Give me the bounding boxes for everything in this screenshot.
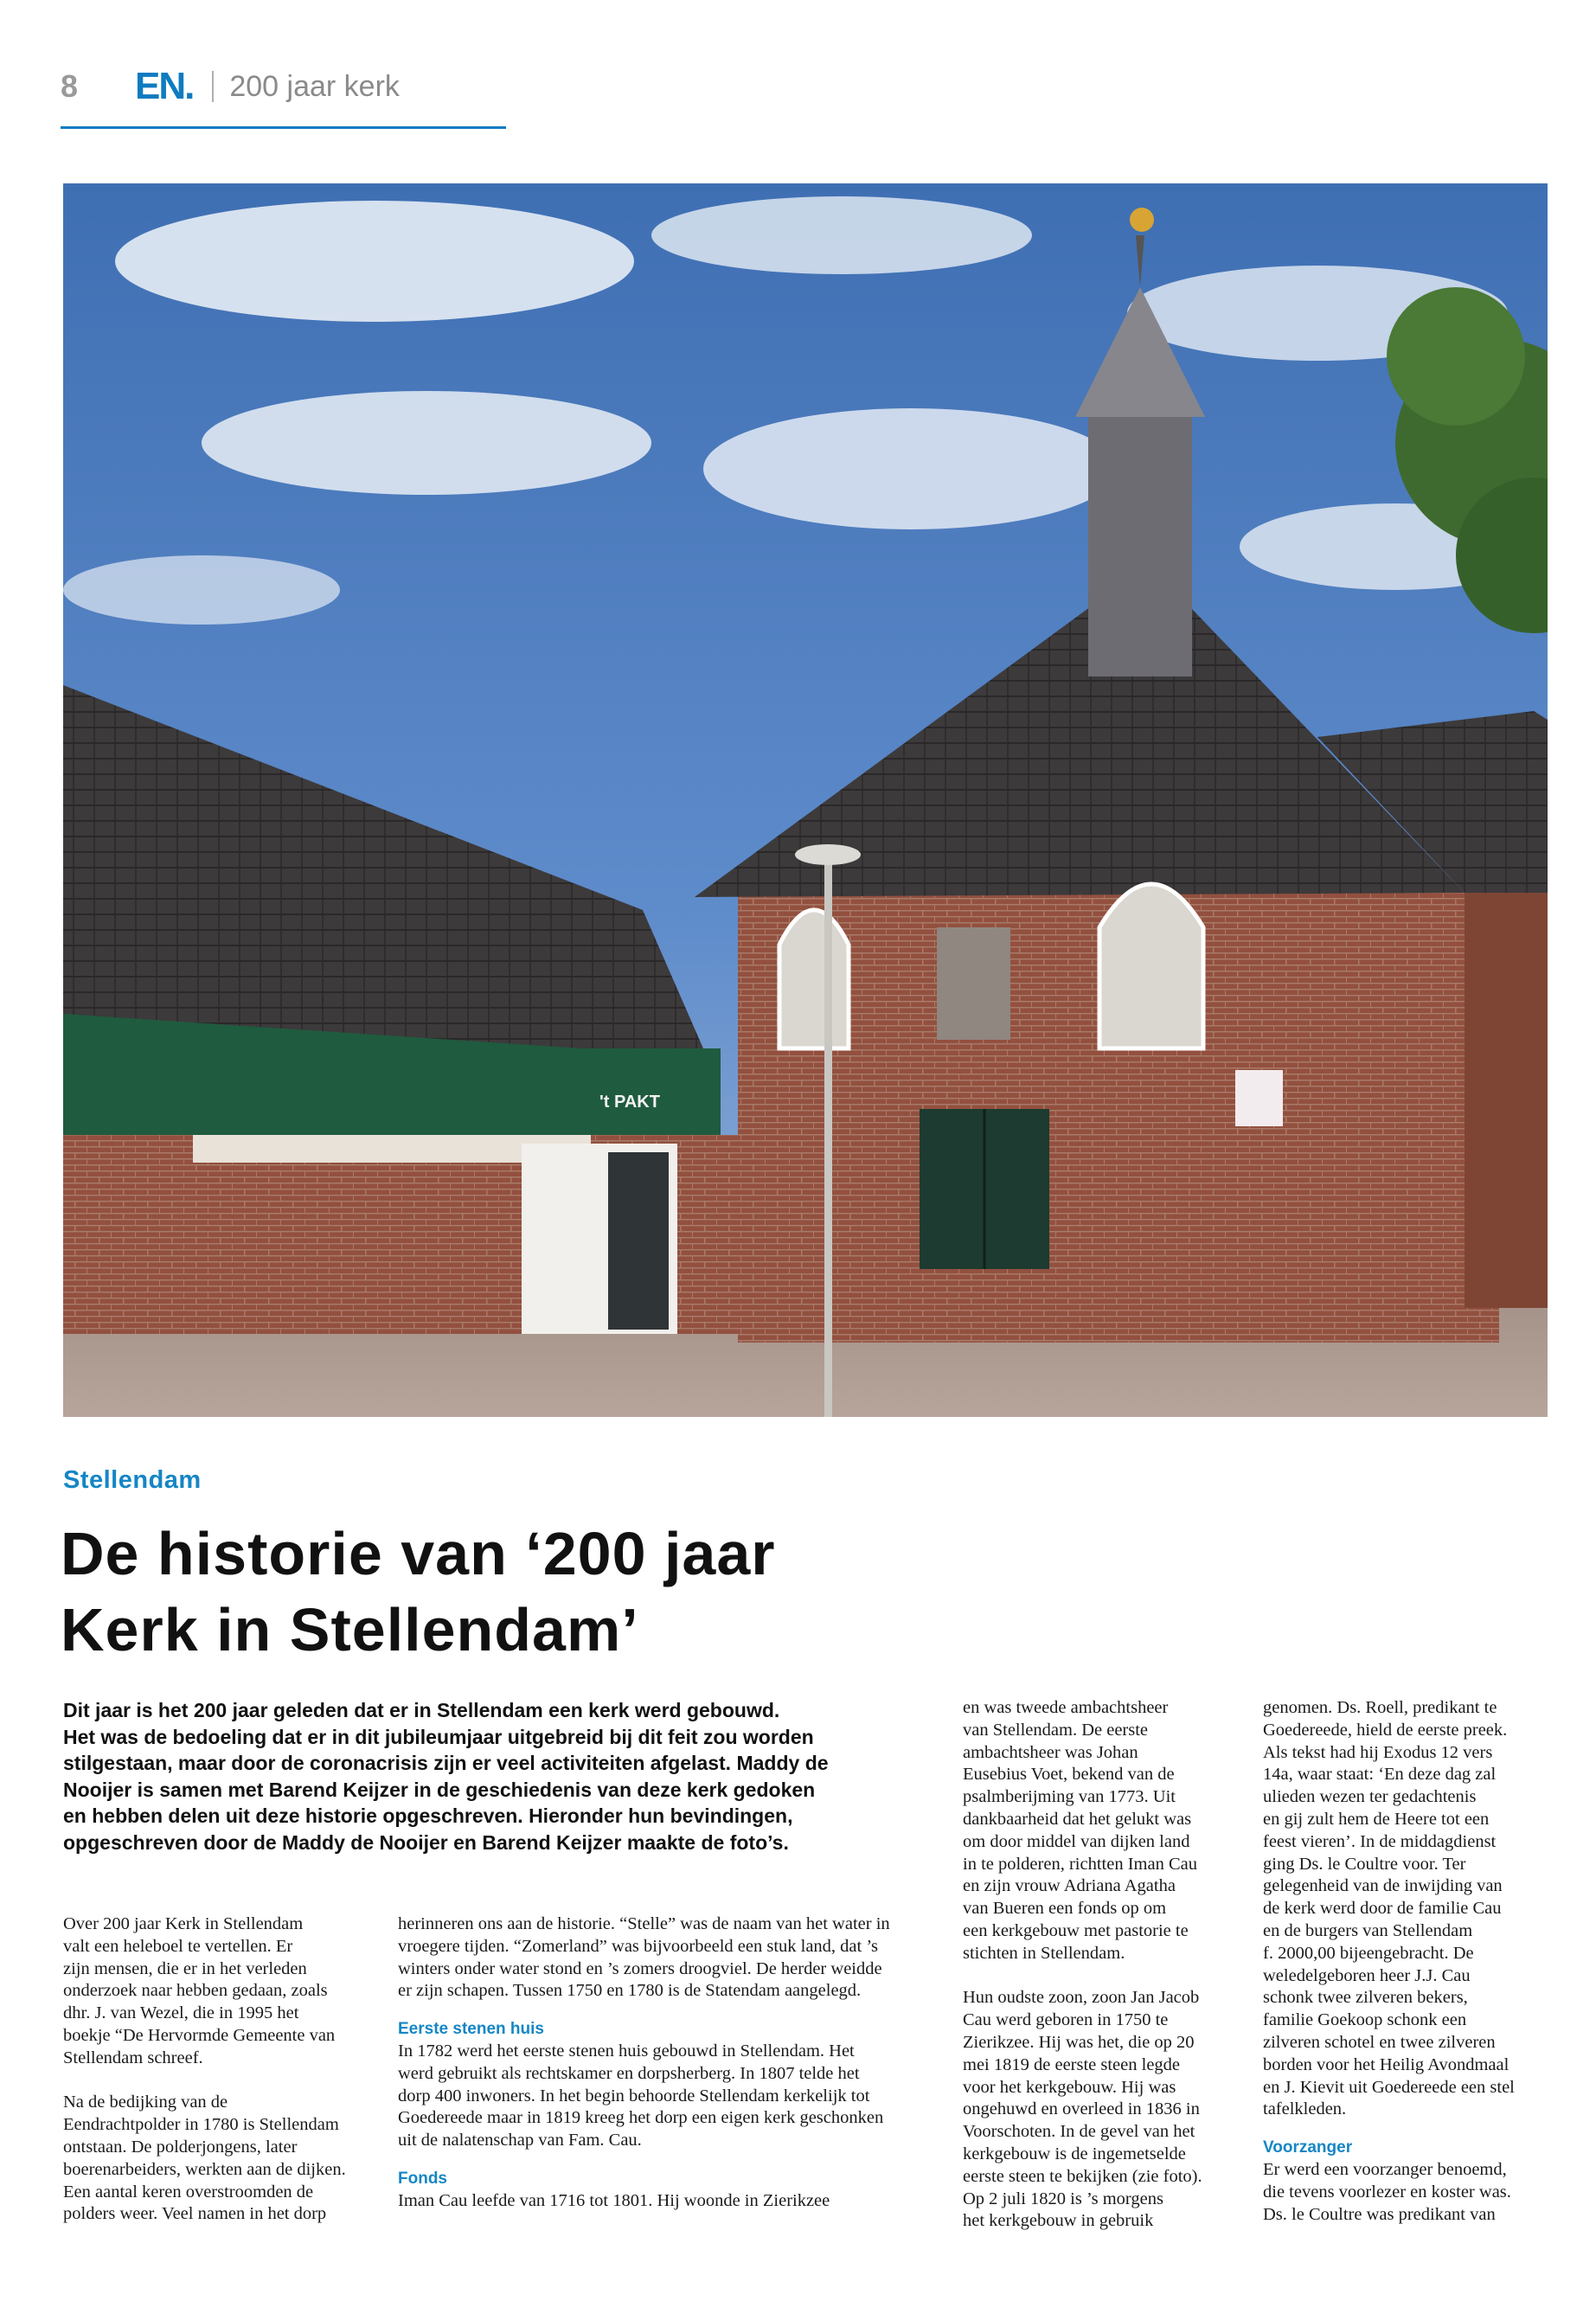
body-column-3 (963, 1697, 1248, 2233)
body-line: boerenarbeiders, werkten aan de dijken. (63, 2159, 346, 2179)
body-line: de kerk werd door de familie Cau (1263, 1899, 1502, 1919)
body-line: ulieden wezen ter gedachtenis (1263, 1787, 1477, 1807)
subheading: Eerste stenen huis (398, 2020, 544, 2039)
body-paragraph (398, 2041, 939, 2152)
shop-sign: 't PAKT (599, 1093, 660, 1112)
body-line: Goedereede, hield de eerste preek. (1263, 1720, 1508, 1740)
body-line: Eendrachtpolder in 1780 is Stellendam (63, 2115, 339, 2135)
body-column-1 (63, 1913, 383, 2226)
body-line: Over 200 jaar Kerk in Stellendam (63, 1914, 304, 1933)
body-line: 14a, waar staat: ‘En deze dag zal (1263, 1765, 1497, 1785)
body-line: Als tekst had hij Exodus 12 vers (1263, 1742, 1493, 1762)
body-line: ambachtsheer was Johan (963, 1742, 1138, 1762)
body-paragraph (1263, 2159, 1548, 2226)
body-line: Zierikzee. Hij was het, die op 20 (963, 2032, 1195, 2052)
body-line: stichten in Stellendam. (963, 1943, 1125, 1963)
body-line: Cau werd geboren in 1750 te (963, 2010, 1169, 2030)
body-line: Op 2 juli 1820 is ’s morgens (963, 2189, 1163, 2208)
body-paragraph (398, 2190, 939, 2213)
body-line: winters onder water stond en ’s zomers droogviel. De herder weidde (398, 1958, 882, 1978)
body-line: In 1782 werd het eerste stenen huis gebouwd in Stellendam. Het (398, 2041, 855, 2061)
body-line: dhr. J. van Wezel, die in 1995 het (63, 2003, 299, 2023)
body-line: eerste steen te bekijken (zie foto). (963, 2166, 1202, 2186)
body-line: en gij zult hem de Heere tot een (1263, 1809, 1490, 1829)
intro-line: Nooijer is samen met Barend Keijzer in de geschiedenis van deze kerk gedoken (63, 1778, 816, 1801)
body-line: Goedereede maar in 1819 kreeg het dorp een eigen kerk geschonken (398, 2108, 884, 2128)
body-line: valt een heleboel te vertellen. Er (63, 1936, 293, 1956)
body-line: vroegere tijden. “Zomerland” was bijvoorbeeld een stuk land, dat ’s (398, 1936, 879, 1956)
body-line: boekje “De Hervormde Gemeente van (63, 2025, 336, 2045)
article-kicker: Stellendam (63, 1466, 202, 1494)
intro-line: Het was de bedoeling dat er in dit jubileumjaar uitgebreid bij dit feit zou worden (63, 1725, 814, 1748)
body-line: uit de nalatenschap van Fam. Cau. (398, 2131, 642, 2150)
body-line: psalmberijming van 1773. Uit (963, 1787, 1176, 1807)
intro-line: en hebben delen uit deze historie opgeschreven. Hieronder hun bevindingen, (63, 1804, 793, 1827)
body-paragraph (63, 1913, 383, 2070)
body-line: een kerkgebouw met pastorie te (963, 1920, 1189, 1940)
body-line: ongehuwd en overleed in 1836 in (963, 2099, 1200, 2119)
body-line: Na de bedijking van de (63, 2093, 228, 2112)
body-line: gelegenheid van de inwijding van (1263, 1876, 1503, 1896)
body-column-4 (1263, 1697, 1548, 2226)
body-line: feest vieren’. In de middagdienst (1263, 1831, 1497, 1851)
body-line: zijn mensen, die er in het verleden (63, 1958, 307, 1978)
body-line: Eusebius Voet, bekend van de (963, 1765, 1175, 1785)
body-column-2 (398, 1913, 939, 2213)
body-line: ontstaan. De polderjongens, later (63, 2137, 298, 2157)
body-line: en J. Kievit uit Goedereede een stel (1263, 2077, 1515, 2097)
subheading: Voorzanger (1263, 2138, 1353, 2157)
body-line: Er werd een voorzanger benoemd, (1263, 2159, 1507, 2179)
header-divider (212, 71, 214, 102)
body-paragraph (963, 1697, 1248, 1965)
intro-line: opgeschreven door de Maddy de Nooijer en Barend Keijzer maakte de foto’s. (63, 1830, 789, 1854)
body-line: schonk twee zilveren bekers, (1263, 1988, 1468, 2008)
body-line: tafelkleden. (1263, 2099, 1347, 2119)
body-line: herinneren ons aan de historie. “Stelle” was de naam van het water in (398, 1914, 890, 1933)
body-paragraph (398, 1913, 939, 2003)
body-line: om door middel van dijken land (963, 1831, 1190, 1851)
body-line: zilveren schotel en twee zilveren (1263, 2032, 1496, 2052)
body-line: dankbaarheid dat het gelukt was (963, 1809, 1192, 1829)
body-line: polders weer. Veel namen in het dorp (63, 2204, 327, 2224)
body-line: familie Goekoop schonk een (1263, 2010, 1467, 2030)
intro-line: Dit jaar is het 200 jaar geleden dat er in Stellendam een kerk werd gebouwd. (63, 1699, 780, 1721)
body-line: Stellendam schreef. (63, 2048, 203, 2067)
body-paragraph (1263, 1697, 1548, 2121)
body-line: mei 1819 de eerste steen legde (963, 2054, 1181, 2074)
body-line: werd gebruikt als rechtskamer en dorpsherberg. In 1807 telde het (398, 2063, 860, 2083)
body-line: borden voor het Heilig Avondmaal (1263, 2054, 1509, 2074)
body-line: en de burgers van Stellendam (1263, 1920, 1473, 1940)
body-line: f. 2000,00 bijeengebracht. De (1263, 1943, 1474, 1963)
body-line: Voorschoten. In de gevel van het (963, 2122, 1195, 2142)
publication-logo: EN. (135, 65, 194, 107)
page-header (61, 62, 400, 111)
section-title: 200 jaar kerk (229, 69, 400, 103)
body-line: er zijn schapen. Tussen 1750 en 1780 is de Statendam aangelegd. (398, 1981, 862, 2001)
headline-line-2: Kerk in Stellendam’ (61, 1596, 639, 1663)
header-rule (61, 126, 506, 129)
intro-line: stilgestaan, maar door de coronacrisis zijn er veel activiteiten afgelast. Maddy de (63, 1752, 829, 1774)
body-line: dorp 400 inwoners. In het begin behoorde Stellendam kerkelijk tot (398, 2086, 870, 2106)
body-line: weledelgeboren heer J.J. Cau (1263, 1965, 1471, 1985)
article-intro (63, 1697, 928, 1856)
body-line: kerkgebouw is de ingemetselde (963, 2144, 1186, 2163)
body-line: Een aantal keren overstroomden de (63, 2182, 314, 2202)
body-line: genomen. Ds. Roell, predikant te (1263, 1698, 1497, 1717)
body-line: Iman Cau leefde van 1716 tot 1801. Hij woonde in Zierikzee (398, 2190, 830, 2210)
body-line: van Bueren een fonds op om (963, 1899, 1167, 1919)
church-photo (63, 183, 1548, 1417)
body-line: die tevens voorlezer en koster was. (1263, 2182, 1511, 2202)
headline-line-1: De historie van ‘200 jaar (61, 1520, 776, 1587)
body-line: en was tweede ambachtsheer (963, 1698, 1169, 1717)
body-line: en zijn vrouw Adriana Agatha (963, 1876, 1176, 1896)
body-paragraph (963, 1987, 1248, 2233)
body-line: in te polderen, richtten Iman Cau (963, 1854, 1197, 1874)
page-number: 8 (61, 68, 79, 104)
body-paragraph (63, 2092, 383, 2226)
body-line: ging Ds. le Coultre voor. Ter (1263, 1854, 1466, 1874)
body-line: voor het kerkgebouw. Hij was (963, 2077, 1176, 2097)
body-line: onderzoek naar hebben gedaan, zoals (63, 1981, 328, 2001)
body-line: het kerkgebouw in gebruik (963, 2211, 1154, 2231)
body-line: Ds. le Coultre was predikant van (1263, 2204, 1496, 2224)
article-headline (61, 1516, 1012, 1668)
body-line: Hun oudste zoon, zoon Jan Jacob (963, 1988, 1200, 2008)
subheading: Fonds (398, 2169, 447, 2188)
body-line: van Stellendam. De eerste (963, 1720, 1149, 1740)
